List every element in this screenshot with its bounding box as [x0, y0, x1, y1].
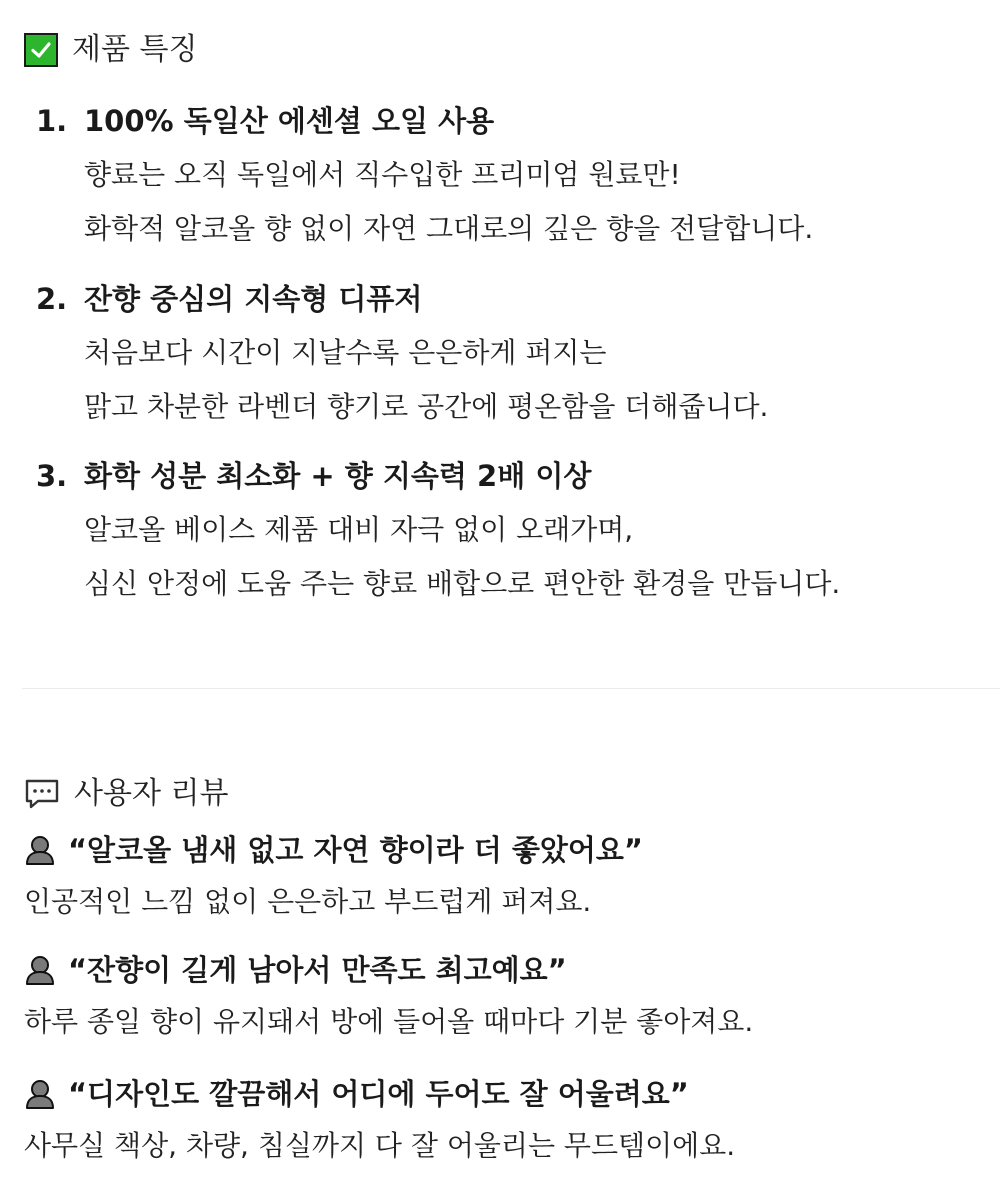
- section-divider: [22, 688, 1000, 689]
- feature-title: [36, 458, 976, 494]
- speech-bubble-icon: [24, 778, 60, 810]
- review-quote-text: “알코올 냄새 없고 자연 향이라 더 좋았어요”: [68, 833, 643, 867]
- person-icon: [24, 834, 56, 866]
- review-quote: [24, 952, 984, 988]
- review-item: [24, 832, 984, 920]
- review-item: [24, 952, 984, 1040]
- reviews-heading-label: 사용자 리뷰: [74, 776, 229, 811]
- review-item: [24, 1076, 984, 1164]
- feature-title: [36, 281, 976, 317]
- review-body: 인공적인 느낌 없이 은은하고 부드럽게 퍼져요.: [24, 885, 592, 918]
- person-icon: [24, 954, 56, 986]
- review-body: 하루 종일 향이 유지돼서 방에 들어올 때마다 기분 좋아져요.: [24, 1005, 754, 1038]
- feature-item: [36, 458, 976, 602]
- feature-number: 1.: [36, 104, 68, 138]
- feature-description-line: 향료는 오직 독일에서 직수입한 프리미엄 원료만!: [84, 158, 681, 191]
- review-quote-text: “디자인도 깔끔해서 어디에 두어도 잘 어울려요”: [68, 1077, 689, 1111]
- features-heading: [24, 32, 197, 68]
- feature-title-text: 잔향 중심의 지속형 디퓨저: [84, 282, 423, 316]
- review-quote: [24, 1076, 984, 1112]
- features-heading-label: 제품 특징: [72, 32, 198, 67]
- feature-title: [36, 103, 976, 139]
- feature-item: [36, 103, 976, 247]
- feature-item: [36, 281, 976, 425]
- reviews-heading: [24, 776, 228, 812]
- review-quote-text: “잔향이 길게 남아서 만족도 최고예요”: [68, 953, 567, 987]
- check-box-icon: [24, 33, 58, 67]
- feature-title-text: 화학 성분 최소화 + 향 지속력 2배 이상: [84, 459, 592, 493]
- feature-description-line: 알코올 베이스 제품 대비 자극 없이 오래가며,: [84, 513, 634, 546]
- review-quote: [24, 832, 984, 868]
- feature-description-line: 맑고 차분한 라벤더 향기로 공간에 평온함을 더해줍니다.: [84, 390, 769, 423]
- feature-number: 2.: [36, 282, 68, 316]
- feature-number: 3.: [36, 459, 68, 493]
- feature-description-line: 심신 안정에 도움 주는 향료 배합으로 편안한 환경을 만듭니다.: [84, 567, 841, 600]
- feature-description-line: 처음보다 시간이 지날수록 은은하게 퍼지는: [84, 336, 607, 369]
- feature-title-text: 100% 독일산 에센셜 오일 사용: [84, 104, 495, 138]
- feature-description-line: 화학적 알코올 향 없이 자연 그대로의 깊은 향을 전달합니다.: [84, 212, 814, 245]
- person-icon: [24, 1078, 56, 1110]
- review-body: 사무실 책상, 차량, 침실까지 다 잘 어울리는 무드템이에요.: [24, 1129, 736, 1162]
